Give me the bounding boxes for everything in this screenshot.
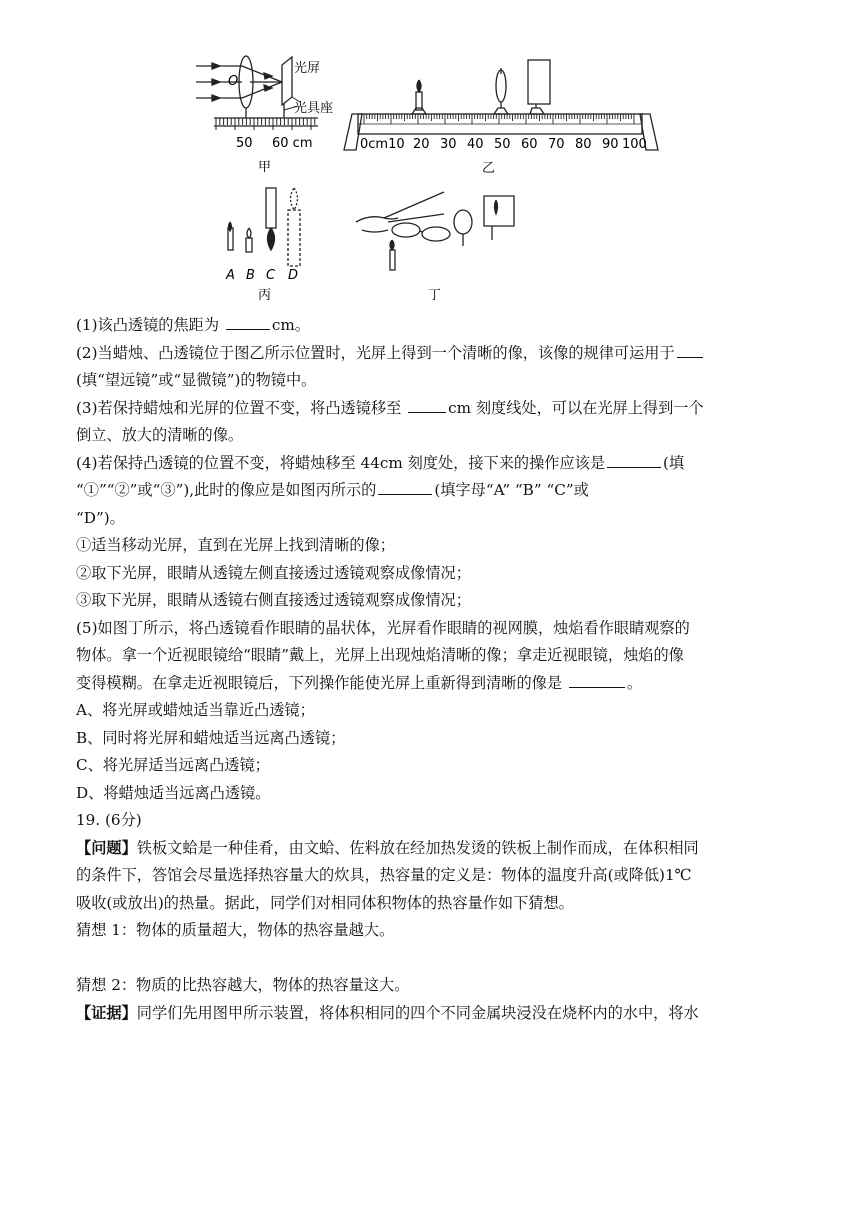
- base-label: 光具座: [294, 101, 334, 116]
- scale-label: 50: [494, 137, 511, 152]
- q4-text-2-rest: (填字母“A” “B” “C”或: [434, 481, 589, 499]
- q4-text: (4)若保持凸透镜的位置不变，将蜡烛移至 44cm 刻度处，接下来的操作应该是: [76, 453, 606, 472]
- q4-line-3: “D”)。: [76, 508, 125, 527]
- figure-bing: [228, 188, 300, 266]
- caption-ding: 丁: [428, 288, 442, 303]
- guess-2: 猜想 2：物质的比热容越大，物体的热容量这大。: [76, 976, 410, 994]
- q2-blank[interactable]: [677, 341, 703, 358]
- bing-label-c: C: [266, 268, 276, 283]
- option-d: D、将蜡烛适当远离凸透镜。: [76, 783, 271, 802]
- q19-wenti-line-1: [76, 835, 788, 863]
- bing-label-b: B: [246, 268, 255, 283]
- bing-label-a: A: [226, 268, 235, 283]
- caption-jia: 甲: [258, 160, 272, 175]
- q4-blank-1[interactable]: [607, 451, 661, 468]
- figure-yi-ruler-ticks: [364, 114, 634, 124]
- q19-wenti-line-3: 吸收(或放出)的热量。据此，同学们对相同体积物体的热容量作如下猜想。: [76, 893, 574, 912]
- q2-line-1: [76, 340, 788, 368]
- figure-yi-scale-labels: [360, 137, 647, 152]
- scale-label: 30: [440, 137, 457, 152]
- q3-line-1: [76, 395, 788, 423]
- q1-blank[interactable]: [226, 313, 270, 330]
- tick-label-50: 50: [236, 136, 253, 151]
- figure-area: [0, 0, 860, 305]
- q19-wenti-line-2: 的条件下，答馆会尽量选择热容量大的炊具，热容量的定义是：物体的温度升高(或降低)1℃: [76, 866, 692, 884]
- optics-figures: [0, 0, 860, 305]
- q19-zhengju-line-1: [76, 1000, 788, 1028]
- q2-text: (2)当蜡烛、凸透镜位于图乙所示位置时，光屏上得到一个清晰的像，该像的规律可运用于: [76, 343, 675, 362]
- scale-label: 100: [622, 137, 647, 152]
- scale-label: 0cm10: [360, 137, 405, 152]
- zhengju-tag: 【证据】: [76, 1003, 137, 1022]
- q5-blank[interactable]: [569, 671, 625, 688]
- option-a: A、将光屏或蜡烛适当靠近凸透镜；: [76, 701, 315, 719]
- q5-line-2: 物体。拿一个近视眼镜给“眼睛”戴上，光屏上出现烛焰清晰的像；拿走近视眼镜，烛焰的像: [76, 646, 684, 664]
- q19-header: 19. (6分): [76, 811, 142, 829]
- guess-1: 猜想 1：物体的质量超大，物体的热容量越大。: [76, 921, 395, 939]
- bing-label-d: D: [288, 268, 299, 283]
- wenti-text: 铁板文蛤是一种佳肴，由文蛤、佐料放在经加热发烫的铁板上制作而成，在体积相同: [136, 838, 699, 857]
- q1-line: [76, 312, 788, 340]
- scale-label: 70: [548, 137, 565, 152]
- q4-text-2: “①”“②”或“③”),此时的像应是如图丙所示的: [76, 481, 377, 499]
- spacer: [76, 945, 788, 973]
- q4-line-1: [76, 450, 788, 478]
- q1-text: (1)该凸透镜的焦距为: [76, 316, 224, 334]
- q4-line-2: [76, 477, 788, 505]
- q4-text-rest: (填: [663, 453, 685, 472]
- option-1: ①适当移动光屏，直到在光屏上找到清晰的像；: [76, 536, 395, 554]
- option-b: B、同时将光屏和蜡烛适当远离凸透镜；: [76, 728, 346, 747]
- scale-label: 60: [521, 137, 538, 152]
- wenti-tag: 【问题】: [76, 838, 137, 857]
- q3-blank[interactable]: [408, 396, 446, 413]
- q3-line-2: 倒立、放大的清晰的像。: [76, 426, 244, 444]
- option-c: C、将光屏适当远离凸透镜；: [76, 756, 270, 774]
- option-2: ②取下光屏，眼睛从透镜左侧直接透过透镜观察成像情况；: [76, 563, 471, 582]
- question-text: [76, 312, 788, 1027]
- q5-end: 。: [626, 673, 643, 692]
- q1-unit: cm。: [271, 316, 310, 334]
- scale-label: 80: [575, 137, 592, 152]
- q5-text: 变得模糊。在拿走近视眼镜后，下列操作能使光屏上重新得到清晰的像是: [76, 673, 567, 692]
- scale-label: 20: [413, 137, 430, 152]
- tick-label-60cm: 60 cm: [272, 136, 313, 151]
- caption-yi: 乙: [482, 161, 496, 176]
- scale-label: 90: [602, 137, 619, 152]
- scale-label: 40: [467, 137, 484, 152]
- zhengju-text: 同学们先用图甲所示装置，将体积相同的四个不同金属块浸没在烧杯内的水中，将水: [136, 1003, 699, 1022]
- lens-label: O: [228, 74, 239, 89]
- q5-line-3: [76, 670, 788, 698]
- q3-text-rest: cm 刻度线处，可以在光屏上得到一个: [448, 398, 704, 417]
- figure-ding: [356, 192, 514, 270]
- figure-jia-ruler-ticks: [216, 118, 315, 130]
- q2-line-2: (填“望远镜”或“显微镜”)的物镜中。: [76, 371, 317, 389]
- screen-label: 光屏: [294, 61, 321, 76]
- q3-text: (3)若保持蜡烛和光屏的位置不变，将凸透镜移至: [76, 398, 407, 417]
- q4-blank-2[interactable]: [378, 478, 432, 495]
- caption-bing: 丙: [258, 288, 272, 303]
- q5-line-1: (5)如图丁所示，将凸透镜看作眼睛的晶状体，光屏看作眼睛的视网膜，烛焰看作眼睛观察的: [76, 618, 690, 637]
- option-3: ③取下光屏，眼睛从透镜右侧直接透过透镜观察成像情况；: [76, 591, 471, 609]
